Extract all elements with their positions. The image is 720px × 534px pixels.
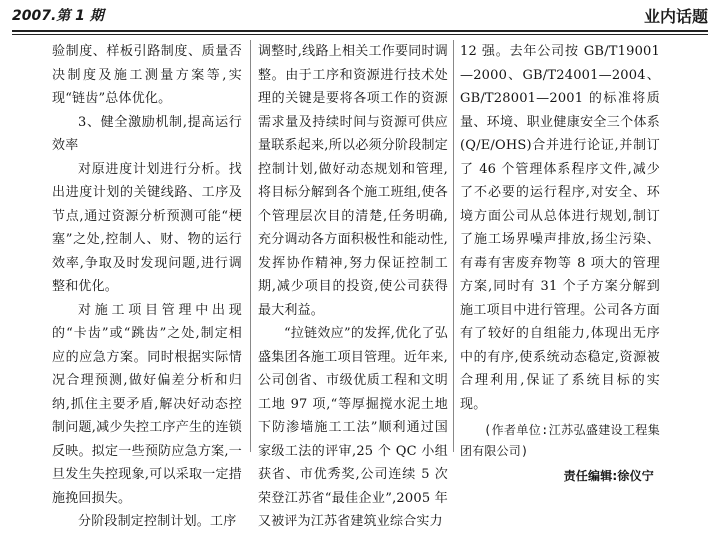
header-rule: [12, 30, 708, 32]
article-column-2: [258, 40, 448, 529]
paragraph: 3、健全激励机制,提高运行效率: [52, 114, 242, 153]
paragraph: 调整时,线路上相关工作要同时调整。由于工序和资源进行技术处理的关键是要将各项工作的资源需求量及持续时间与资源可供应量联系起来,所以必须分阶段制定控制计划,做好动态规划和管理,将目标分解到各个施工班组,使各个管理层次目的清楚,任务明确,充分调动各方面积极性和能动性,发挥协作精神,努力保证控制工期,减少项目的投资,使公司获得最大利益。: [258, 44, 448, 318]
paragraph: 12 强。去年公司按 GB/T19001—2000、GB/T24001—2004、GB/T28001—2001 的标准将质量、环境、职业健康安全三个体系(Q/E/OHS)合并进行论证,并制订了 46 个管理体系程序文件,减少了不必要的运行程序,对安全、环境方面公司从总体进行规划,制订了施工场界噪声排放,扬尘污染、有毒有害废弃物等 8 项大的管理方案,同时有 31 个子方案分解到施工项目中进行管理。公司各方面有了较好的自组能力,体现出无序中的有序,使系统动态稳定,资源被合理利用,保证了系统目标的实现。: [460, 44, 660, 412]
page-header: [12, 0, 708, 30]
editor-credit: 责任编辑:徐仪宁: [563, 469, 654, 483]
article-column-3: [460, 40, 660, 483]
section-title: 业内话题: [643, 6, 708, 26]
paragraph: “拉链效应”的发挥,优化了弘盛集团各施工项目管理。近年来,公司创省、市级优质工程和文明工地 97 项,“等厚掘搅水泥土地下防渗墙施工工法”顺利通过国家级工法的评审,25 个 QC 小组获省、市优秀奖,公司连续 5 次荣登江苏省“最佳企业”,2005 年又被评为江苏省建筑业综合实力: [258, 326, 448, 529]
author-affiliation: (作者单位:江苏弘盛建设工程集团有限公司): [460, 423, 660, 458]
issue-label: 2007.第 1 期: [12, 8, 104, 24]
column-divider: [250, 40, 251, 452]
paragraph: 验制度、样板引路制度、质量否决制度及施工测量方案等,实现“链齿”总体优化。: [52, 44, 242, 106]
article-column-1: [52, 40, 242, 529]
paragraph: 对原进度计划进行分析。找出进度计划的关键线路、工序及节点,通过资源分析预测可能“梗塞”之处,控制人、财、物的运行效率,争取及时发现问题,进行调整和优化。: [52, 161, 242, 294]
paragraph: 分阶段制定控制计划。工序: [78, 514, 237, 529]
paragraph: 对施工项目管理中出现的“卡齿”或“跳齿”之处,制定相应的应急方案。同时根据实际情况合理预测,做好偏差分析和归纳,抓住主要矛盾,解决好动态控制问题,减少失控工序产生的连锁反映。拟定一些预防应急方案,一旦发生失控现象,可以采取一定措施挽回损失。: [52, 302, 242, 506]
column-divider: [453, 40, 454, 452]
header-rule-thin: [12, 34, 708, 35]
